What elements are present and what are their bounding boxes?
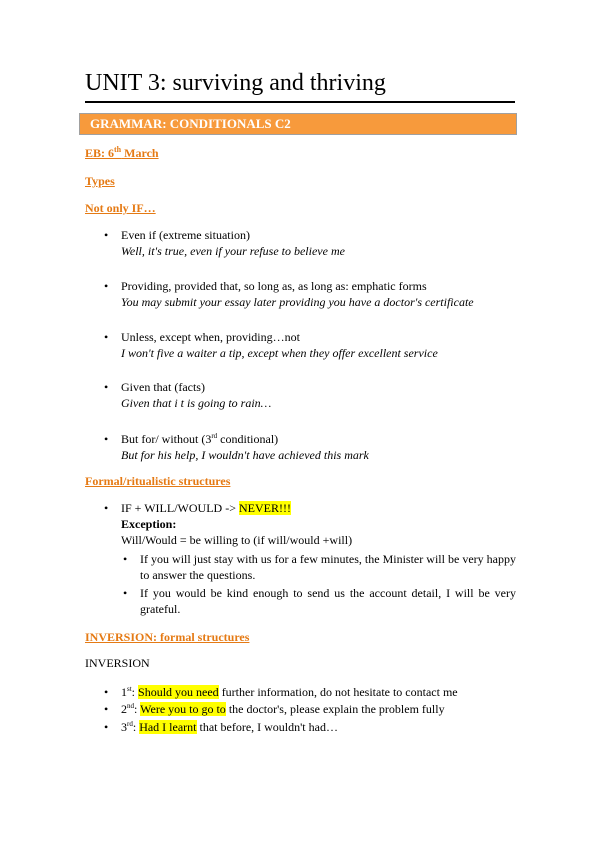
- bullet-icon: •: [104, 380, 109, 394]
- not-only-if-heading[interactable]: Not only IF…: [85, 201, 156, 215]
- inversion-sup: nd: [127, 702, 134, 710]
- item-head: Even if (extreme situation): [121, 228, 250, 242]
- eb-date-end: March: [121, 146, 159, 160]
- inversion-sep: :: [132, 720, 140, 734]
- bullet-icon: •: [104, 279, 109, 293]
- inversion-num: 1: [121, 685, 127, 699]
- eb-date-main: EB: 6: [85, 146, 115, 160]
- inversion-rest: further information, do not hesitate to contact me: [218, 685, 458, 699]
- formal-main: [121, 500, 516, 516]
- section-banner: [79, 113, 517, 135]
- bullet-icon: •: [104, 432, 109, 446]
- item-example: But for his help, I wouldn't have achieved this mark: [121, 448, 369, 462]
- item-example: You may submit your essay later providing you have a doctor's certificate: [121, 295, 474, 309]
- types-heading[interactable]: Types: [85, 174, 115, 188]
- list-item: [104, 329, 438, 361]
- formal-main-highlight: NEVER!!!: [238, 501, 291, 515]
- bullet-icon: •: [123, 552, 128, 566]
- bullet-icon: •: [104, 330, 109, 344]
- formal-block: [104, 500, 516, 548]
- item-example: Well, it's true, even if your refuse to believe me: [121, 244, 345, 258]
- inversion-item: [104, 684, 458, 700]
- inversion-label: INVERSION: [85, 656, 150, 670]
- inversion-num: 2: [121, 702, 127, 716]
- sub-item-text: If you would be kind enough to send us the account detail, I will be very grateful.: [140, 586, 516, 616]
- item-head: Providing, provided that, so long as, as long as: emphatic forms: [121, 279, 427, 293]
- sub-list-item: [123, 551, 516, 583]
- inversion-num: 3: [121, 720, 127, 734]
- will-line: Will/Would = be willing to (if will/would +will): [121, 533, 353, 547]
- formal-heading[interactable]: Formal/ritualistic structures: [85, 474, 231, 488]
- section-banner-label: GRAMMAR: CONDITIONALS C2: [90, 116, 291, 131]
- eb-date-sup: th: [114, 145, 122, 154]
- inversion-highlight: Were you to go to: [140, 702, 226, 716]
- inversion-item: [104, 719, 338, 735]
- item-head-b: conditional): [217, 432, 279, 446]
- page-title: UNIT 3: surviving and thriving: [85, 70, 386, 96]
- bullet-icon: •: [104, 228, 109, 242]
- inversion-sup: st: [127, 685, 132, 693]
- bullet-icon: •: [104, 720, 109, 734]
- inversion-heading[interactable]: INVERSION: formal structures: [85, 630, 250, 644]
- exception-label: Exception:: [121, 517, 177, 531]
- list-item: [104, 379, 272, 411]
- sub-item-text: If you will just stay with us for a few minutes, the Minister will be very happy to answer the questions.: [140, 552, 516, 582]
- item-example: I won't five a waiter a tip, except when they offer excellent service: [121, 346, 438, 360]
- list-item: [104, 431, 369, 463]
- inversion-rest: that before, I wouldn't had…: [196, 720, 338, 734]
- list-item: [104, 278, 474, 310]
- inversion-sup: rd: [127, 720, 133, 728]
- item-head-a: But for/ without (3: [121, 432, 212, 446]
- bullet-icon: •: [123, 586, 128, 600]
- formal-main-text: IF + WILL/WOULD ->: [121, 501, 239, 515]
- inversion-item: [104, 701, 445, 717]
- inversion-rest: the doctor's, please explain the problem fully: [225, 702, 445, 716]
- item-example: Given that i t is going to rain…: [121, 396, 272, 410]
- bullet-icon: •: [104, 685, 109, 699]
- list-item: [104, 227, 345, 259]
- bullet-icon: •: [104, 501, 109, 515]
- title-underline: [85, 101, 515, 103]
- sub-list-item: [123, 585, 516, 617]
- item-head: Unless, except when, providing…not: [121, 330, 300, 344]
- inversion-sep: :: [134, 702, 141, 716]
- inversion-highlight: Had I learnt: [139, 720, 197, 734]
- item-head-sup: rd: [211, 432, 218, 440]
- bullet-icon: •: [104, 702, 109, 716]
- item-head: [121, 431, 369, 447]
- eb-date-heading[interactable]: [85, 146, 159, 161]
- item-head: Given that (facts): [121, 380, 205, 394]
- inversion-sep: :: [131, 685, 139, 699]
- inversion-highlight: Should you need: [138, 685, 219, 699]
